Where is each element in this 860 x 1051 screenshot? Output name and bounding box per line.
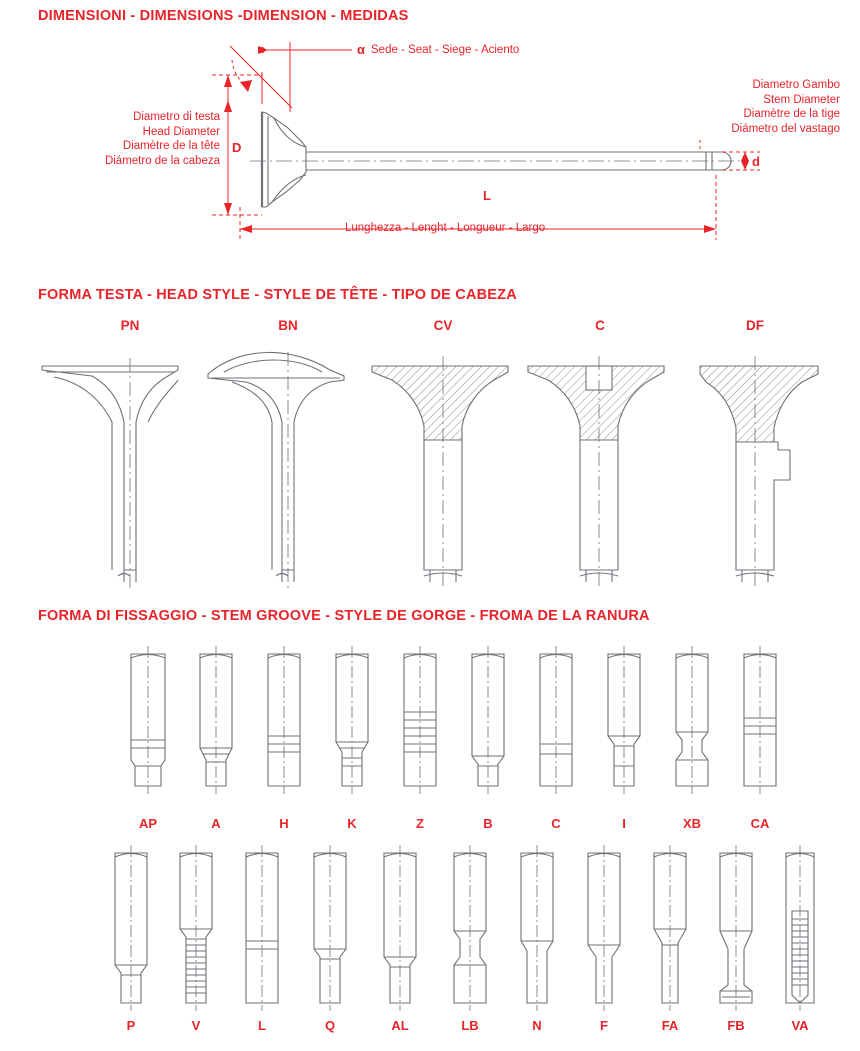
section-title-dimensions: DIMENSIONI - DIMENSIONS -DIMENSION - MEDIDAS [38, 8, 409, 24]
stem-groove-code-n: N [532, 1018, 542, 1033]
symbol-d: d [752, 154, 760, 169]
seat-angle-symbol: α [357, 42, 365, 57]
head-style-code-df: DF [746, 318, 764, 333]
head-diameter-line-2: Head Diameter [142, 125, 220, 138]
stem-groove-h-drawing [268, 646, 300, 794]
stem-groove-b-drawing [472, 646, 504, 794]
stem-diameter-line-2: Stem Diameter [763, 93, 840, 106]
stem-groove-code-lb: LB [461, 1018, 479, 1033]
stem-groove-fa-drawing [654, 845, 686, 1011]
stem-groove-i-drawing [608, 646, 640, 794]
stem-groove-a-drawing [200, 646, 232, 794]
stem-groove-z-drawing [404, 646, 436, 794]
stem-groove-n-drawing [521, 845, 553, 1011]
length-label: Lunghezza - Lenght - Longueur - Largo [345, 222, 546, 234]
head-style-pn-drawing [42, 358, 178, 588]
stem-diameter-label [666, 78, 840, 137]
stem-groove-p-drawing [115, 845, 147, 1011]
stem-groove-code-fa: FA [661, 1018, 679, 1033]
stem-groove-code-f: F [600, 1018, 608, 1033]
symbol-L: L [483, 188, 491, 203]
stem-groove-xb-drawing [676, 646, 708, 794]
stem-groove-f-drawing [588, 845, 620, 1011]
head-style-code-pn: PN [120, 318, 140, 333]
head-diameter-label [60, 110, 220, 169]
stem-groove-va-drawing [786, 845, 814, 1011]
head-diameter-line-1: Diametro di testa [133, 111, 220, 123]
stem-groove-code-xb: XB [682, 816, 702, 831]
seat-label: Sede - Seat - Siege - Aciento [371, 44, 520, 56]
stem-groove-code-k: K [347, 816, 357, 831]
stem-groove-code-va: VA [791, 1018, 809, 1033]
stem-diameter-line-3: Diamètre de la tige [743, 108, 840, 121]
head-style-code-c: C [595, 318, 605, 333]
stem-groove-code-al: AL [391, 1018, 409, 1033]
stem-groove-code-q: Q [324, 1018, 336, 1033]
head-style-bn-drawing [208, 352, 344, 588]
stem-groove-ap-drawing [131, 646, 165, 794]
stem-groove-code-i: I [622, 816, 626, 831]
section-title-head-style: FORMA TESTA - HEAD STYLE - STYLE DE TÊTE - TIPO DE CABEZA [38, 287, 517, 303]
stem-groove-row2-drawings [0, 845, 860, 1025]
symbol-D: D [232, 140, 242, 155]
stem-groove-code-fb: FB [727, 1018, 745, 1033]
stem-groove-v-drawing [180, 845, 212, 1011]
stem-groove-code-z: Z [416, 816, 424, 831]
stem-groove-code-p: P [126, 1018, 136, 1033]
stem-groove-ca-drawing [744, 646, 776, 794]
stem-diameter-line-4: Diámetro del vastago [731, 123, 840, 136]
stem-groove-code-ap: AP [138, 816, 158, 831]
head-diameter-line-4: Diámetro de la cabeza [104, 155, 220, 168]
stem-groove-row1-drawings [0, 640, 860, 820]
stem-groove-code-l: L [258, 1018, 266, 1033]
stem-groove-code-b: B [483, 816, 493, 831]
stem-groove-c-drawing [540, 646, 572, 794]
head-style-drawings [0, 330, 860, 590]
stem-groove-al-drawing [384, 845, 416, 1011]
stem-groove-q-drawing [314, 845, 346, 1011]
stem-groove-code-v: V [191, 1018, 201, 1033]
stem-groove-k-drawing [336, 646, 368, 794]
stem-groove-code-ca: CA [750, 816, 770, 831]
head-style-df-drawing [700, 356, 818, 588]
head-diameter-line-3: Diamètre de la tête [122, 140, 220, 153]
stem-groove-code-h: H [279, 816, 289, 831]
stem-groove-l-drawing [246, 845, 278, 1011]
stem-diameter-line-1: Diametro Gambo [752, 79, 840, 91]
head-style-code-cv: CV [433, 318, 453, 333]
section-title-stem-groove: FORMA DI FISSAGGIO - STEM GROOVE - STYLE DE GORGE - FROMA DE LA RANURA [38, 608, 650, 624]
head-style-cv-drawing [372, 356, 508, 588]
stem-groove-fb-drawing [720, 845, 752, 1011]
head-style-code-bn: BN [278, 318, 298, 333]
stem-groove-code-a: A [211, 816, 221, 831]
stem-groove-code-c: C [551, 816, 561, 831]
stem-groove-lb-drawing [454, 845, 486, 1011]
head-style-c-drawing [528, 356, 664, 588]
